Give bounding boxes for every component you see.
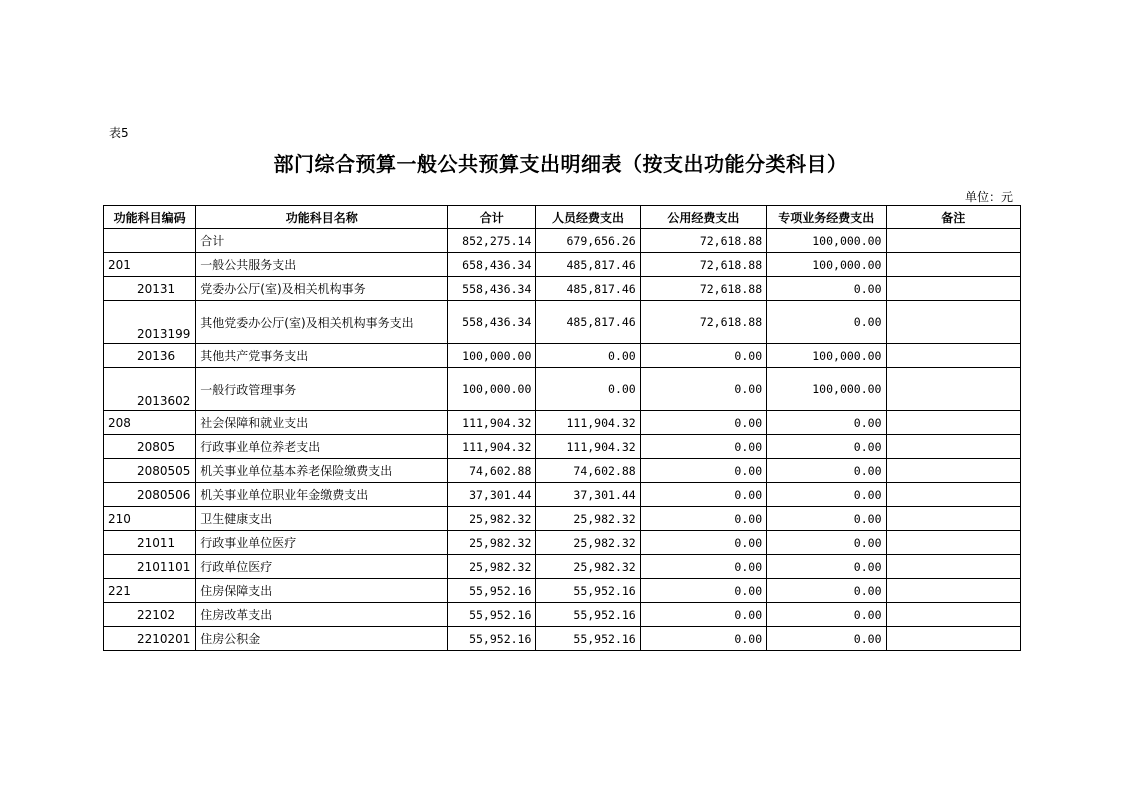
row-public: 72,618.88 bbox=[640, 301, 766, 344]
row-note bbox=[886, 459, 1021, 483]
header-total: 合计 bbox=[448, 206, 536, 229]
row-special: 100,000.00 bbox=[767, 253, 886, 277]
header-name: 功能科目名称 bbox=[196, 206, 448, 229]
row-personnel: 679,656.26 bbox=[536, 229, 640, 253]
row-name: 卫生健康支出 bbox=[196, 507, 448, 531]
row-public: 0.00 bbox=[640, 579, 766, 603]
row-total: 852,275.14 bbox=[448, 229, 536, 253]
row-code: 2210201 bbox=[104, 627, 196, 651]
table-row bbox=[104, 344, 1021, 368]
row-public: 0.00 bbox=[640, 627, 766, 651]
row-name: 住房公积金 bbox=[196, 627, 448, 651]
row-special: 0.00 bbox=[767, 277, 886, 301]
row-name: 行政单位医疗 bbox=[196, 555, 448, 579]
row-personnel: 0.00 bbox=[536, 344, 640, 368]
row-note bbox=[886, 277, 1021, 301]
row-name: 一般行政管理事务 bbox=[196, 368, 448, 411]
row-special: 0.00 bbox=[767, 435, 886, 459]
row-name: 机关事业单位职业年金缴费支出 bbox=[196, 483, 448, 507]
row-public: 0.00 bbox=[640, 531, 766, 555]
row-code: 221 bbox=[104, 579, 196, 603]
row-code: 210 bbox=[104, 507, 196, 531]
row-note bbox=[886, 579, 1021, 603]
row-personnel: 485,817.46 bbox=[536, 301, 640, 344]
row-note bbox=[886, 531, 1021, 555]
row-name: 其他党委办公厅(室)及相关机构事务支出 bbox=[196, 301, 448, 344]
row-total: 25,982.32 bbox=[448, 531, 536, 555]
row-total: 55,952.16 bbox=[448, 627, 536, 651]
row-personnel: 74,602.88 bbox=[536, 459, 640, 483]
row-code: 22102 bbox=[104, 603, 196, 627]
row-code: 20805 bbox=[104, 435, 196, 459]
header-special: 专项业务经费支出 bbox=[767, 206, 886, 229]
row-public: 0.00 bbox=[640, 507, 766, 531]
table-row bbox=[104, 301, 1021, 344]
row-total: 100,000.00 bbox=[448, 344, 536, 368]
table-row bbox=[104, 483, 1021, 507]
row-code: 2013199 bbox=[104, 301, 196, 344]
row-special: 0.00 bbox=[767, 603, 886, 627]
row-note bbox=[886, 344, 1021, 368]
table-row bbox=[104, 368, 1021, 411]
table-number: 表5 bbox=[109, 126, 129, 140]
document-title: 部门综合预算一般公共预算支出明细表（按支出功能分类科目） bbox=[273, 152, 848, 176]
row-note bbox=[886, 627, 1021, 651]
row-name: 机关事业单位基本养老保险缴费支出 bbox=[196, 459, 448, 483]
row-personnel: 25,982.32 bbox=[536, 507, 640, 531]
row-special: 0.00 bbox=[767, 459, 886, 483]
row-code: 20131 bbox=[104, 277, 196, 301]
row-personnel: 25,982.32 bbox=[536, 531, 640, 555]
row-total: 37,301.44 bbox=[448, 483, 536, 507]
row-name: 其他共产党事务支出 bbox=[196, 344, 448, 368]
row-public: 72,618.88 bbox=[640, 253, 766, 277]
row-special: 0.00 bbox=[767, 627, 886, 651]
row-name: 住房保障支出 bbox=[196, 579, 448, 603]
row-total: 25,982.32 bbox=[448, 507, 536, 531]
row-special: 0.00 bbox=[767, 301, 886, 344]
header-public: 公用经费支出 bbox=[640, 206, 766, 229]
table-row bbox=[104, 229, 1021, 253]
row-special: 100,000.00 bbox=[767, 229, 886, 253]
row-note bbox=[886, 301, 1021, 344]
table-header-row bbox=[104, 206, 1021, 229]
row-public: 0.00 bbox=[640, 483, 766, 507]
row-special: 0.00 bbox=[767, 579, 886, 603]
row-total: 55,952.16 bbox=[448, 579, 536, 603]
budget-table bbox=[103, 205, 1021, 651]
row-total: 74,602.88 bbox=[448, 459, 536, 483]
row-note bbox=[886, 507, 1021, 531]
table-row bbox=[104, 627, 1021, 651]
row-name: 社会保障和就业支出 bbox=[196, 411, 448, 435]
row-public: 72,618.88 bbox=[640, 229, 766, 253]
row-code: 2101101 bbox=[104, 555, 196, 579]
row-name: 合计 bbox=[196, 229, 448, 253]
table-row bbox=[104, 411, 1021, 435]
row-special: 0.00 bbox=[767, 531, 886, 555]
row-code: 2080505 bbox=[104, 459, 196, 483]
row-total: 658,436.34 bbox=[448, 253, 536, 277]
row-personnel: 111,904.32 bbox=[536, 411, 640, 435]
header-note: 备注 bbox=[886, 206, 1021, 229]
row-personnel: 25,982.32 bbox=[536, 555, 640, 579]
row-note bbox=[886, 229, 1021, 253]
table-row bbox=[104, 253, 1021, 277]
table-row bbox=[104, 579, 1021, 603]
table-row bbox=[104, 459, 1021, 483]
row-name: 一般公共服务支出 bbox=[196, 253, 448, 277]
row-code: 20136 bbox=[104, 344, 196, 368]
row-code: 2080506 bbox=[104, 483, 196, 507]
row-personnel: 111,904.32 bbox=[536, 435, 640, 459]
row-code: 21011 bbox=[104, 531, 196, 555]
row-note bbox=[886, 603, 1021, 627]
row-code: 208 bbox=[104, 411, 196, 435]
table-row bbox=[104, 277, 1021, 301]
row-public: 0.00 bbox=[640, 555, 766, 579]
row-public: 72,618.88 bbox=[640, 277, 766, 301]
row-personnel: 485,817.46 bbox=[536, 253, 640, 277]
row-special: 0.00 bbox=[767, 507, 886, 531]
row-note bbox=[886, 368, 1021, 411]
table-row bbox=[104, 555, 1021, 579]
row-note bbox=[886, 253, 1021, 277]
row-total: 25,982.32 bbox=[448, 555, 536, 579]
row-special: 0.00 bbox=[767, 411, 886, 435]
header-personnel: 人员经费支出 bbox=[536, 206, 640, 229]
row-note bbox=[886, 483, 1021, 507]
row-personnel: 55,952.16 bbox=[536, 603, 640, 627]
row-name: 党委办公厅(室)及相关机构事务 bbox=[196, 277, 448, 301]
row-special: 0.00 bbox=[767, 555, 886, 579]
row-name: 住房改革支出 bbox=[196, 603, 448, 627]
row-public: 0.00 bbox=[640, 435, 766, 459]
row-code bbox=[104, 229, 196, 253]
row-note bbox=[886, 555, 1021, 579]
row-total: 111,904.32 bbox=[448, 411, 536, 435]
row-code: 2013602 bbox=[104, 368, 196, 411]
table-row bbox=[104, 507, 1021, 531]
row-public: 0.00 bbox=[640, 344, 766, 368]
row-personnel: 55,952.16 bbox=[536, 627, 640, 651]
row-special: 0.00 bbox=[767, 483, 886, 507]
row-name: 行政事业单位养老支出 bbox=[196, 435, 448, 459]
row-total: 558,436.34 bbox=[448, 301, 536, 344]
table-row bbox=[104, 435, 1021, 459]
row-special: 100,000.00 bbox=[767, 368, 886, 411]
row-name: 行政事业单位医疗 bbox=[196, 531, 448, 555]
row-personnel: 0.00 bbox=[536, 368, 640, 411]
row-personnel: 485,817.46 bbox=[536, 277, 640, 301]
row-note bbox=[886, 435, 1021, 459]
row-personnel: 55,952.16 bbox=[536, 579, 640, 603]
row-total: 55,952.16 bbox=[448, 603, 536, 627]
header-code: 功能科目编码 bbox=[104, 206, 196, 229]
row-code: 201 bbox=[104, 253, 196, 277]
row-public: 0.00 bbox=[640, 411, 766, 435]
row-total: 558,436.34 bbox=[448, 277, 536, 301]
row-special: 100,000.00 bbox=[767, 344, 886, 368]
row-note bbox=[886, 411, 1021, 435]
row-public: 0.00 bbox=[640, 368, 766, 411]
table-row bbox=[104, 531, 1021, 555]
row-total: 111,904.32 bbox=[448, 435, 536, 459]
row-personnel: 37,301.44 bbox=[536, 483, 640, 507]
table-row bbox=[104, 603, 1021, 627]
unit-label: 单位：元 bbox=[964, 190, 1013, 204]
row-public: 0.00 bbox=[640, 603, 766, 627]
row-public: 0.00 bbox=[640, 459, 766, 483]
row-total: 100,000.00 bbox=[448, 368, 536, 411]
